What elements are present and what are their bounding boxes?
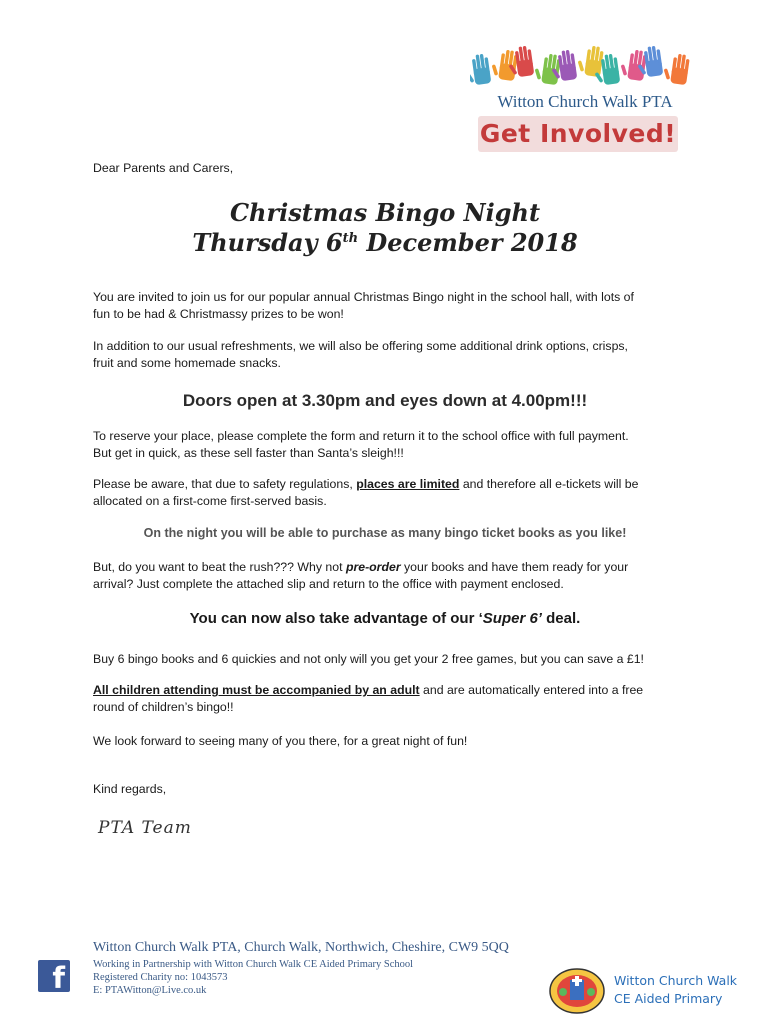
pta-name: Witton Church Walk PTA — [497, 92, 673, 111]
paragraph-text: and therefore all e-tickets will be — [459, 477, 639, 491]
event-date-suffix: th — [342, 231, 359, 246]
paragraph-reserve — [93, 428, 629, 462]
salutation: Dear Parents and Carers, — [93, 161, 234, 175]
night-note: On the night you will be able to purchase as many bingo ticket books as you like! — [143, 526, 627, 540]
footer-charity: Registered Charity no: 1043573 — [93, 972, 228, 983]
places-limited-emphasis: places are limited — [356, 477, 460, 491]
event-title: Christmas Bingo Night — [229, 198, 541, 227]
school-badge-icon — [549, 968, 605, 1014]
get-involved-banner — [478, 116, 678, 152]
paragraph-deal: Buy 6 bingo books and 6 quickies and not only will you get your 2 free games, but you can save a £1! — [93, 652, 644, 666]
paragraph-invite — [93, 289, 634, 323]
paragraph-line: allocated on a first-come first-served basis. — [93, 494, 327, 508]
closing: Kind regards, — [93, 782, 167, 796]
event-date — [0, 228, 770, 257]
footer-partnership: Working in Partnership with Witton Church Walk CE Aided Primary School — [93, 959, 414, 970]
facebook-icon[interactable] — [38, 960, 70, 995]
get-involved-text: Get Involved! — [479, 119, 677, 148]
event-date-day: Thursday 6 — [192, 228, 343, 257]
signature: PTA Team — [98, 818, 192, 838]
super6-emphasis: Super 6’ — [482, 610, 542, 627]
paragraph-text: your books and have them ready for your — [400, 560, 629, 574]
paragraph-text: and are automatically entered into a free — [419, 683, 644, 697]
paragraph-line: In addition to our usual refreshments, we will also be offering some additional drink options, crisps, — [93, 339, 628, 353]
paragraph-line: fruit and some homemade snacks. — [93, 356, 281, 370]
hand-shape — [470, 53, 491, 86]
hands-graphic — [470, 36, 700, 92]
footer-details — [93, 958, 413, 997]
hand-shape — [576, 44, 604, 77]
paragraph-line: arrival? Just complete the attached slip and return to the office with payment enclosed. — [93, 577, 564, 591]
school-name-line: Witton Church Walk — [614, 973, 738, 988]
paragraph-limited — [93, 476, 638, 510]
paragraph-line: To reserve your place, please complete the form and return it to the school office with full payment. — [93, 429, 629, 443]
hand-shape — [490, 48, 518, 81]
pta-logo — [470, 36, 700, 156]
school-name-line: CE Aided Primary — [614, 991, 723, 1006]
pre-order-emphasis: pre-order — [345, 560, 401, 574]
hand-shape — [619, 48, 647, 81]
paragraph-text: Please be aware, that due to safety regulations, — [93, 477, 357, 491]
paragraph-closing-note: We look forward to seeing many of you there, for a great night of fun! — [93, 734, 468, 748]
super6-text: deal. — [541, 610, 581, 627]
facebook-glyph: f — [52, 961, 65, 995]
footer-address: Witton Church Walk PTA, Church Walk, Northwich, Cheshire, CW9 5QQ — [93, 940, 509, 955]
paragraph-text: But, do you want to beat the rush??? Why not — [93, 560, 346, 574]
paragraph-refreshments — [93, 338, 628, 372]
super6-heading — [0, 610, 770, 627]
super6-text: You can now also take advantage of our ‘ — [189, 610, 483, 627]
paragraph-children — [93, 682, 643, 716]
paragraph-line: round of children’s bingo!! — [93, 700, 234, 714]
hand-shape — [662, 52, 690, 85]
children-emphasis: All children attending must be accompanied by an adult — [93, 683, 420, 697]
event-date-month: December 2018 — [358, 228, 578, 257]
paragraph-line: fun to be had & Christmassy prizes to be won! — [93, 307, 344, 321]
hand-shape — [533, 52, 561, 85]
paragraph-line: But get in quick, as these sell faster than Santa’s sleigh!!! — [93, 446, 404, 460]
footer-email: E: PTAWitton@Live.co.uk — [93, 985, 207, 996]
doors-open-heading: Doors open at 3.30pm and eyes down at 4.00pm!!! — [182, 391, 588, 410]
school-name — [614, 972, 754, 1008]
paragraph-line: You are invited to join us for our popular annual Christmas Bingo night in the school hall, with lots of — [93, 290, 634, 304]
paragraph-preorder — [93, 559, 628, 593]
